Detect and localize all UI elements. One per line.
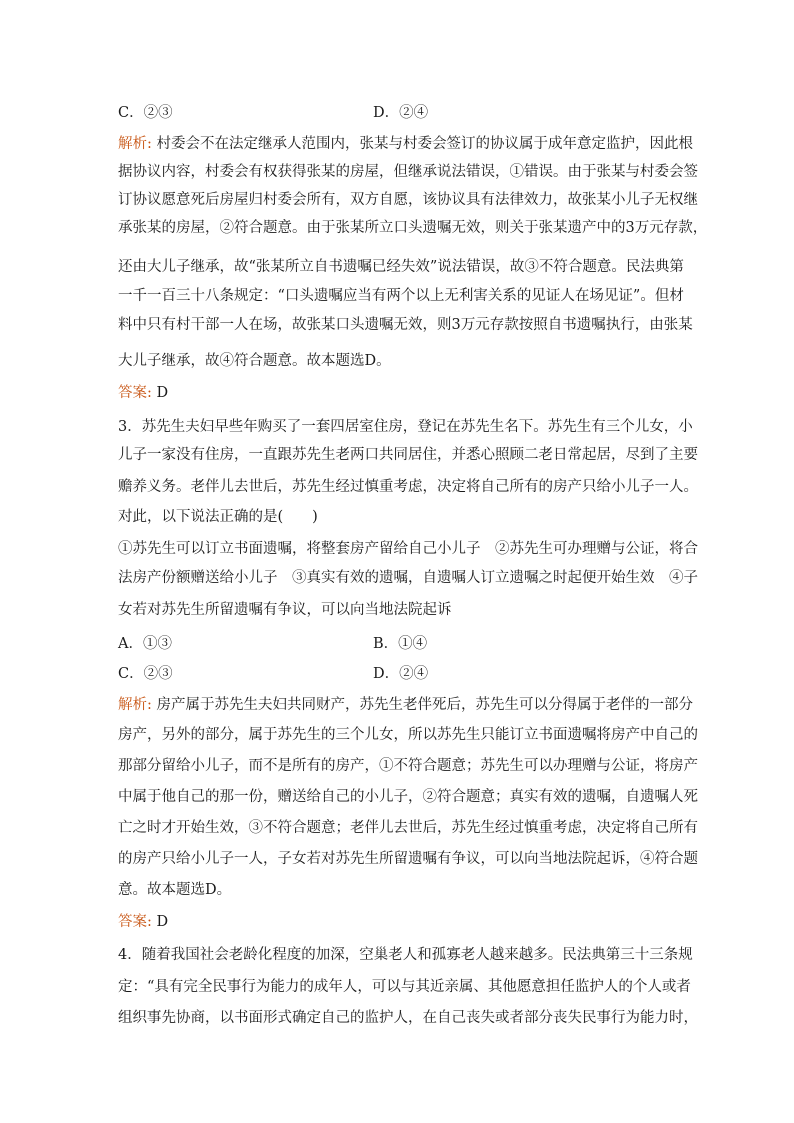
q4-stem-line: 4．随着我国社会老龄化程度的加深，空巢老人和孤寡老人越来越多。民法典第三十三条规 bbox=[118, 947, 693, 963]
answer-label: 答案: bbox=[118, 385, 152, 401]
q3-analysis-line: 中属于他自己的那一份，赠送给自己的小儿子，②符合题意；真实有效的遗嘱，自遗嘱人死 bbox=[118, 789, 698, 805]
q3-analysis-line: 亡之时才开始生效，③不符合题意；老伴儿去世后，苏先生经过慎重考虑，决定将自己所有 bbox=[118, 820, 698, 836]
q2-analysis-line: 大儿子继承，故④符合题意。故本题选D。 bbox=[118, 353, 391, 369]
q3-analysis-line: 那部分留给小儿子，而不是所有的房产，①不符合题意；苏先生可以办理赠与公证，将房产 bbox=[118, 758, 698, 774]
q2-analysis-line: 据协议内容，村委会有权获得张某的房屋，但继承说法错误，①错误。由于张某与村委会签 bbox=[118, 164, 698, 180]
q3-analysis-line: 房产，另外的部分，属于苏先生的三个儿女，所以苏先生只能订立书面遗嘱将房产中自己的 bbox=[118, 727, 698, 743]
q4-stem-line: 组织事先协商，以书面形式确定自己的监护人，在自己丧失或者部分丧失民事行为能力时， bbox=[118, 1010, 698, 1026]
answer-value: D bbox=[151, 914, 169, 930]
q3-option-d: D．②④ bbox=[373, 666, 429, 682]
q3-option-b: B．①④ bbox=[373, 636, 428, 652]
q3-analysis-line: 解析: 房产属于苏先生夫妇共同财产，苏先生老伴死后，苏先生可以分得属于老伴的一部分 bbox=[118, 697, 693, 713]
q2-answer bbox=[118, 383, 680, 403]
q3-statement-line: 女若对苏先生所留遗嘱有争议，可以向当地法院起诉 bbox=[118, 602, 452, 618]
q3-analysis-line: 的房产只给小儿子一人，子女若对苏先生所留遗嘱有争议，可以向当地法院起诉，④符合题 bbox=[118, 851, 698, 867]
answer-label: 答案: bbox=[118, 914, 152, 930]
q2-analysis-line: 订协议愿意死后房屋归村委会所有，双方自愿，该协议具有法律效力，故张某小儿子无权继 bbox=[118, 192, 698, 208]
q2-option-d: D．②④ bbox=[373, 105, 429, 121]
q2-analysis-line: 承张某的房屋，②符合题意。由于张某所立口头遗嘱无效，则关于张某遗产中的3万元存款， bbox=[118, 220, 708, 236]
analysis-label: 解析: bbox=[118, 697, 152, 713]
q3-option-c: C．②③ bbox=[118, 666, 173, 682]
q3-stem-line: 对此，以下说法正确的是( ) bbox=[118, 509, 318, 525]
q2-analysis-line: 料中只有村干部一人在场，故张某口头遗嘱无效，则3万元存款按照自书遗嘱执行，由张某 bbox=[118, 317, 693, 333]
q3-statement-line: 法房产份额赠送给小儿子 ③真实有效的遗嘱，自遗嘱人订立遗嘱之时起便开始生效 ④子 bbox=[118, 570, 698, 586]
analysis-label: 解析: bbox=[118, 136, 152, 152]
q4-stem-line: 定：“具有完全民事行为能力的成年人，可以与其近亲属、其他愿意担任监护人的个人或者 bbox=[118, 979, 691, 995]
q3-option-a: A．①③ bbox=[118, 636, 172, 652]
q2-analysis-line: 一千一百三十八条规定：“口头遗嘱应当有两个以上无利害关系的见证人在场见证”。但材 bbox=[118, 288, 684, 304]
q3-stem-line: 儿子一家没有住房，一直跟苏先生老两口共同居住，并悉心照顾二老日常起居，尽到了主要 bbox=[118, 447, 698, 463]
q3-answer bbox=[118, 912, 680, 932]
q3-statement-line: ①苏先生可以订立书面遗嘱，将整套房产留给自己小儿子 ②苏先生可办理赠与公证，将合 bbox=[118, 541, 698, 557]
q2-analysis-line: 解析: 村委会不在法定继承人范围内，张某与村委会签订的协议属于成年意定监护，因此根 bbox=[118, 136, 693, 152]
q3-stem-line: 3．苏先生夫妇早些年购买了一套四居室住房，登记在苏先生名下。苏先生有三个儿女，小 bbox=[118, 419, 693, 435]
q2-analysis-line: 还由大儿子继承，故“张某所立自书遗嘱已经失效”说法错误，故③不符合题意。民法典第 bbox=[118, 259, 684, 275]
answer-value: D bbox=[151, 385, 169, 401]
q2-option-c: C．②③ bbox=[118, 105, 173, 121]
q3-analysis-line: 意。故本题选D。 bbox=[118, 882, 232, 898]
q3-stem-line: 赡养义务。老伴儿去世后，苏先生经过慎重考虑，决定将自己所有的房产只给小儿子一人。 bbox=[118, 479, 698, 495]
